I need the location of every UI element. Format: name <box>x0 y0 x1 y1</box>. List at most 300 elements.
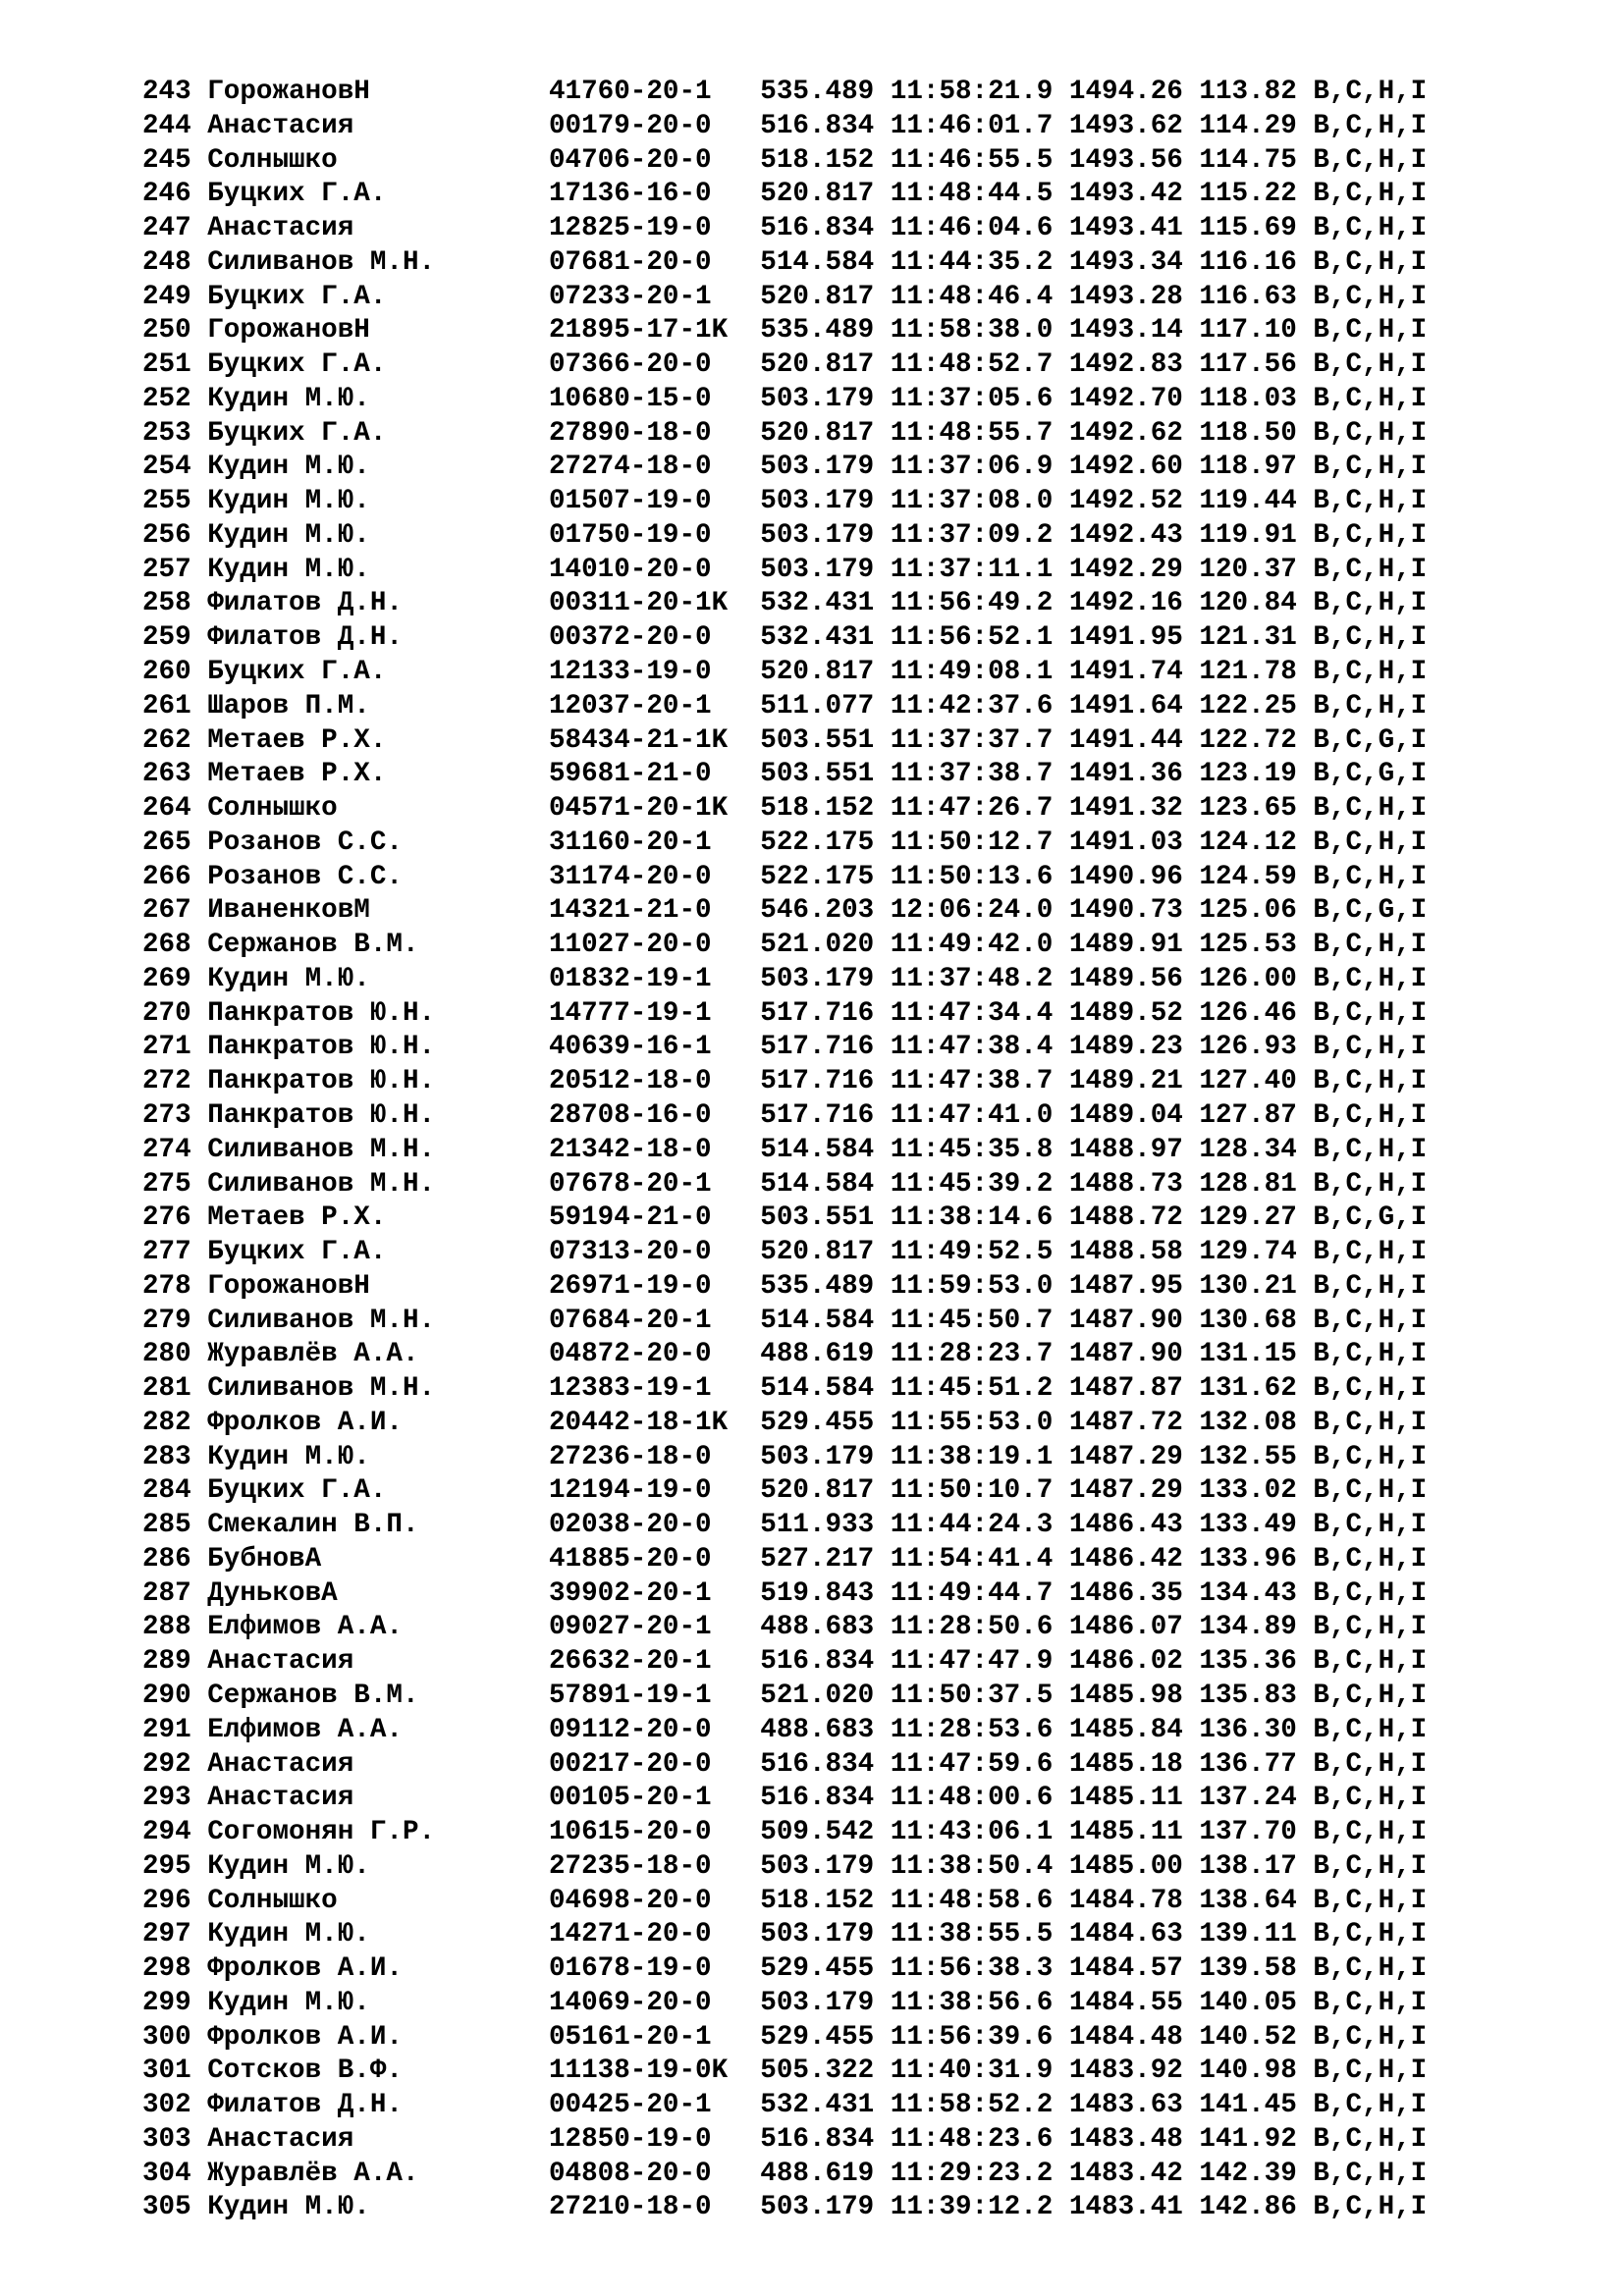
table-row <box>142 1885 1427 1919</box>
ring-number: 14777-19-1 <box>549 997 761 1029</box>
speed: 1483.41 <box>1068 2192 1200 2223</box>
arrival-time: 11:38:50.4 <box>890 1850 1069 1882</box>
classes: B,C,H,I <box>1313 554 1428 585</box>
ring-number: 12850-19-0 <box>549 2123 761 2155</box>
fancier-name: ИваненковМ <box>207 895 549 927</box>
points: 124.12 <box>1199 827 1314 858</box>
points: 125.06 <box>1199 895 1314 927</box>
points: 141.45 <box>1199 2090 1314 2121</box>
fancier-name: Филатов Д.Н. <box>207 588 549 619</box>
points: 115.22 <box>1199 179 1314 210</box>
fancier-name: Анастасия <box>207 2123 549 2155</box>
classes: B,C,H,I <box>1313 1270 1428 1302</box>
place-number: 251 <box>142 349 208 381</box>
place-number: 289 <box>142 1646 208 1678</box>
arrival-time: 11:50:10.7 <box>890 1475 1069 1507</box>
points: 136.30 <box>1199 1714 1314 1745</box>
ring-number: 05161-20-1 <box>549 2021 761 2053</box>
points: 121.31 <box>1199 622 1314 654</box>
points: 138.17 <box>1199 1850 1314 1882</box>
points: 119.91 <box>1199 519 1314 551</box>
fancier-name: БубновА <box>207 1543 549 1575</box>
distance: 514.584 <box>760 246 891 278</box>
speed: 1492.52 <box>1068 486 1200 517</box>
classes: B,C,H,I <box>1313 2192 1428 2223</box>
points: 129.74 <box>1199 1237 1314 1268</box>
classes: B,C,H,I <box>1313 997 1428 1029</box>
place-number: 274 <box>142 1134 208 1165</box>
arrival-time: 11:37:48.2 <box>890 963 1069 994</box>
place-number: 302 <box>142 2090 208 2121</box>
arrival-time: 11:37:37.7 <box>890 724 1069 756</box>
points: 126.46 <box>1199 997 1314 1029</box>
place-number: 277 <box>142 1237 208 1268</box>
speed: 1489.56 <box>1068 963 1200 994</box>
distance: 503.179 <box>760 1441 891 1472</box>
arrival-time: 11:58:38.0 <box>890 315 1069 347</box>
place-number: 291 <box>142 1714 208 1745</box>
fancier-name: ГорожановН <box>207 77 549 107</box>
distance: 516.834 <box>760 1783 891 1814</box>
fancier-name: Розанов С.С. <box>207 861 549 892</box>
table-row <box>142 2191 1427 2225</box>
distance: 516.834 <box>760 1748 891 1780</box>
classes: B,C,H,I <box>1313 144 1428 176</box>
classes: B,C,H,I <box>1313 281 1428 312</box>
arrival-time: 11:49:44.7 <box>890 1577 1069 1609</box>
classes: B,C,H,I <box>1313 1817 1428 1848</box>
table-row <box>142 997 1427 1032</box>
speed: 1493.56 <box>1068 144 1200 176</box>
ring-number: 09112-20-0 <box>549 1714 761 1745</box>
speed: 1483.63 <box>1068 2090 1200 2121</box>
table-row <box>142 554 1427 588</box>
arrival-time: 11:48:23.6 <box>890 2123 1069 2155</box>
ring-number: 27235-18-0 <box>549 1850 761 1882</box>
ring-number: 12133-19-0 <box>549 657 761 688</box>
arrival-time: 11:37:08.0 <box>890 486 1069 517</box>
points: 131.15 <box>1199 1339 1314 1370</box>
ring-number: 04872-20-0 <box>549 1339 761 1370</box>
distance: 520.817 <box>760 417 891 449</box>
distance: 532.431 <box>760 588 891 619</box>
table-row <box>142 1372 1427 1407</box>
fancier-name: Кудин М.Ю. <box>207 1987 549 2018</box>
arrival-time: 11:38:55.5 <box>890 1919 1069 1950</box>
speed: 1485.11 <box>1068 1783 1200 1814</box>
table-row <box>142 314 1427 348</box>
speed: 1489.21 <box>1068 1066 1200 1097</box>
classes: B,C,H,I <box>1313 1646 1428 1678</box>
fancier-name: Филатов Д.Н. <box>207 2090 549 2121</box>
distance: 520.817 <box>760 281 891 312</box>
points: 126.00 <box>1199 963 1314 994</box>
table-row <box>142 1031 1427 1065</box>
distance: 520.817 <box>760 657 891 688</box>
classes: B,C,H,I <box>1313 213 1428 244</box>
table-row <box>142 1201 1427 1236</box>
speed: 1487.72 <box>1068 1407 1200 1438</box>
speed: 1487.29 <box>1068 1441 1200 1472</box>
distance: 520.817 <box>760 179 891 210</box>
distance: 518.152 <box>760 144 891 176</box>
ring-number: 21895-17-1K <box>549 315 761 347</box>
ring-number: 00311-20-1K <box>549 588 761 619</box>
distance: 503.179 <box>760 1850 891 1882</box>
place-number: 250 <box>142 315 208 347</box>
place-number: 248 <box>142 246 208 278</box>
classes: B,C,H,I <box>1313 1066 1428 1097</box>
speed: 1491.36 <box>1068 759 1200 790</box>
points: 134.89 <box>1199 1612 1314 1643</box>
fancier-name: Силиванов М.Н. <box>207 1305 549 1336</box>
points: 142.39 <box>1199 2158 1314 2189</box>
distance: 535.489 <box>760 1270 891 1302</box>
speed: 1484.55 <box>1068 1987 1200 2018</box>
classes: B,C,H,I <box>1313 1510 1428 1541</box>
table-row <box>142 1611 1427 1645</box>
classes: B,C,H,I <box>1313 1305 1428 1336</box>
place-number: 263 <box>142 759 208 790</box>
fancier-name: Анастасия <box>207 213 549 244</box>
fancier-name: Метаев Р.Х. <box>207 724 549 756</box>
speed: 1489.23 <box>1068 1032 1200 1063</box>
distance: 516.834 <box>760 110 891 141</box>
fancier-name: Анастасия <box>207 1748 549 1780</box>
place-number: 264 <box>142 793 208 825</box>
classes: B,C,H,I <box>1313 1543 1428 1575</box>
place-number: 287 <box>142 1577 208 1609</box>
arrival-time: 11:38:19.1 <box>890 1441 1069 1472</box>
place-number: 305 <box>142 2192 208 2223</box>
arrival-time: 12:06:24.0 <box>890 895 1069 927</box>
table-row <box>142 1270 1427 1305</box>
points: 120.37 <box>1199 554 1314 585</box>
classes: B,C,H,I <box>1313 690 1428 721</box>
points: 139.58 <box>1199 1953 1314 1985</box>
table-row <box>142 1748 1427 1783</box>
points: 133.02 <box>1199 1475 1314 1507</box>
arrival-time: 11:49:42.0 <box>890 930 1069 961</box>
points: 124.59 <box>1199 861 1314 892</box>
ring-number: 09027-20-1 <box>549 1612 761 1643</box>
classes: B,C,H,I <box>1313 1953 1428 1985</box>
place-number: 260 <box>142 657 208 688</box>
distance: 514.584 <box>760 1134 891 1165</box>
fancier-name: Солнышко <box>207 793 549 825</box>
classes: B,C,H,I <box>1313 1134 1428 1165</box>
points: 139.11 <box>1199 1919 1314 1950</box>
classes: B,C,H,I <box>1313 1339 1428 1370</box>
speed: 1491.64 <box>1068 690 1200 721</box>
classes: B,C,H,I <box>1313 1850 1428 1882</box>
arrival-time: 11:39:12.2 <box>890 2192 1069 2223</box>
speed: 1493.28 <box>1068 281 1200 312</box>
speed: 1492.16 <box>1068 588 1200 619</box>
ring-number: 41760-20-1 <box>549 77 761 107</box>
classes: B,C,H,I <box>1313 417 1428 449</box>
distance: 503.179 <box>760 2192 891 2223</box>
speed: 1486.43 <box>1068 1510 1200 1541</box>
classes: B,C,H,I <box>1313 1237 1428 1268</box>
distance: 546.203 <box>760 895 891 927</box>
arrival-time: 11:38:56.6 <box>890 1987 1069 2018</box>
points: 121.78 <box>1199 657 1314 688</box>
table-row <box>142 929 1427 963</box>
ring-number: 07233-20-1 <box>549 281 761 312</box>
fancier-name: Кудин М.Ю. <box>207 1850 549 1882</box>
ring-number: 14271-20-0 <box>549 1919 761 1950</box>
distance: 535.489 <box>760 315 891 347</box>
points: 140.05 <box>1199 1987 1314 2018</box>
points: 134.43 <box>1199 1577 1314 1609</box>
speed: 1484.57 <box>1068 1953 1200 1985</box>
speed: 1491.74 <box>1068 657 1200 688</box>
fancier-name: Журавлёв А.А. <box>207 2158 549 2189</box>
arrival-time: 11:46:01.7 <box>890 110 1069 141</box>
fancier-name: Панкратов Ю.Н. <box>207 1066 549 1097</box>
ring-number: 00217-20-0 <box>549 1748 761 1780</box>
ring-number: 27274-18-0 <box>549 452 761 483</box>
place-number: 249 <box>142 281 208 312</box>
classes: B,C,H,I <box>1313 1612 1428 1643</box>
arrival-time: 11:48:46.4 <box>890 281 1069 312</box>
classes: B,C,G,I <box>1313 895 1428 927</box>
speed: 1493.34 <box>1068 246 1200 278</box>
place-number: 294 <box>142 1817 208 1848</box>
speed: 1487.90 <box>1068 1305 1200 1336</box>
table-row <box>142 963 1427 997</box>
table-row <box>142 894 1427 929</box>
arrival-time: 11:42:37.6 <box>890 690 1069 721</box>
place-number: 299 <box>142 1987 208 2018</box>
arrival-time: 11:45:35.8 <box>890 1134 1069 1165</box>
speed: 1486.42 <box>1068 1543 1200 1575</box>
ring-number: 59194-21-0 <box>549 1202 761 1234</box>
table-row <box>142 485 1427 519</box>
arrival-time: 11:48:52.7 <box>890 349 1069 381</box>
points: 135.36 <box>1199 1646 1314 1678</box>
arrival-time: 11:54:41.4 <box>890 1543 1069 1575</box>
classes: B,C,H,I <box>1313 486 1428 517</box>
fancier-name: Анастасия <box>207 110 549 141</box>
points: 122.72 <box>1199 724 1314 756</box>
ring-number: 01678-19-0 <box>549 1953 761 1985</box>
distance: 511.933 <box>760 1510 891 1541</box>
points: 137.24 <box>1199 1783 1314 1814</box>
fancier-name: Кудин М.Ю. <box>207 1441 549 1472</box>
distance: 503.551 <box>760 1202 891 1234</box>
classes: B,C,H,I <box>1313 1919 1428 1950</box>
ring-number: 27890-18-0 <box>549 417 761 449</box>
place-number: 270 <box>142 997 208 1029</box>
arrival-time: 11:28:50.6 <box>890 1612 1069 1643</box>
points: 123.19 <box>1199 759 1314 790</box>
speed: 1486.35 <box>1068 1577 1200 1609</box>
ring-number: 27210-18-0 <box>549 2192 761 2223</box>
table-row <box>142 1987 1427 2021</box>
ring-number: 00425-20-1 <box>549 2090 761 2121</box>
distance: 488.683 <box>760 1612 891 1643</box>
distance: 529.455 <box>760 1953 891 1985</box>
arrival-time: 11:28:23.7 <box>890 1339 1069 1370</box>
speed: 1483.48 <box>1068 2123 1200 2155</box>
place-number: 281 <box>142 1373 208 1405</box>
ring-number: 12037-20-1 <box>549 690 761 721</box>
fancier-name: Кудин М.Ю. <box>207 519 549 551</box>
arrival-time: 11:56:49.2 <box>890 588 1069 619</box>
table-row <box>142 1850 1427 1885</box>
classes: B,C,H,I <box>1313 1475 1428 1507</box>
points: 130.68 <box>1199 1305 1314 1336</box>
points: 114.29 <box>1199 110 1314 141</box>
table-row <box>142 1407 1427 1441</box>
distance: 503.551 <box>760 759 891 790</box>
points: 133.96 <box>1199 1543 1314 1575</box>
speed: 1484.63 <box>1068 1919 1200 1950</box>
distance: 503.179 <box>760 519 891 551</box>
distance: 520.817 <box>760 349 891 381</box>
arrival-time: 11:48:55.7 <box>890 417 1069 449</box>
speed: 1488.73 <box>1068 1168 1200 1200</box>
points: 137.70 <box>1199 1817 1314 1848</box>
fancier-name: Силиванов М.Н. <box>207 1373 549 1405</box>
distance: 532.431 <box>760 622 891 654</box>
speed: 1488.97 <box>1068 1134 1200 1165</box>
distance: 521.020 <box>760 930 891 961</box>
place-number: 257 <box>142 554 208 585</box>
arrival-time: 11:58:21.9 <box>890 77 1069 107</box>
ring-number: 00179-20-0 <box>549 110 761 141</box>
ring-number: 40639-16-1 <box>549 1032 761 1063</box>
table-row <box>142 1338 1427 1372</box>
distance: 516.834 <box>760 2123 891 2155</box>
distance: 488.619 <box>760 2158 891 2189</box>
points: 125.53 <box>1199 930 1314 961</box>
ring-number: 14321-21-0 <box>549 895 761 927</box>
distance: 521.020 <box>760 1680 891 1711</box>
speed: 1489.52 <box>1068 997 1200 1029</box>
classes: B,C,G,I <box>1313 759 1428 790</box>
fancier-name: Согомонян Г.Р. <box>207 1817 549 1848</box>
place-number: 293 <box>142 1783 208 1814</box>
ring-number: 10680-15-0 <box>549 383 761 414</box>
distance: 527.217 <box>760 1543 891 1575</box>
fancier-name: Розанов С.С. <box>207 827 549 858</box>
arrival-time: 11:44:24.3 <box>890 1510 1069 1541</box>
fancier-name: Буцких Г.А. <box>207 657 549 688</box>
points: 114.75 <box>1199 144 1314 176</box>
classes: B,C,H,I <box>1313 452 1428 483</box>
distance: 503.179 <box>760 383 891 414</box>
table-row <box>142 861 1427 895</box>
arrival-time: 11:59:53.0 <box>890 1270 1069 1302</box>
distance: 516.834 <box>760 213 891 244</box>
table-row <box>142 1680 1427 1714</box>
fancier-name: Панкратов Ю.Н. <box>207 1032 549 1063</box>
place-number: 269 <box>142 963 208 994</box>
speed: 1494.26 <box>1068 77 1200 107</box>
table-row <box>142 1065 1427 1099</box>
points: 141.92 <box>1199 2123 1314 2155</box>
table-row <box>142 1134 1427 1168</box>
place-number: 296 <box>142 1885 208 1916</box>
arrival-time: 11:38:14.6 <box>890 1202 1069 1234</box>
distance: 503.551 <box>760 724 891 756</box>
distance: 503.179 <box>760 1987 891 2018</box>
speed: 1485.11 <box>1068 1817 1200 1848</box>
table-row <box>142 2123 1427 2158</box>
table-row <box>142 1918 1427 1952</box>
place-number: 245 <box>142 144 208 176</box>
arrival-time: 11:37:05.6 <box>890 383 1069 414</box>
fancier-name: Солнышко <box>207 144 549 176</box>
place-number: 304 <box>142 2158 208 2189</box>
fancier-name: ГорожановН <box>207 1270 549 1302</box>
fancier-name: Буцких Г.А. <box>207 1475 549 1507</box>
classes: B,C,H,I <box>1313 1168 1428 1200</box>
arrival-time: 11:48:44.5 <box>890 179 1069 210</box>
arrival-time: 11:50:12.7 <box>890 827 1069 858</box>
ring-number: 04571-20-1K <box>549 793 761 825</box>
classes: B,C,H,I <box>1313 963 1428 994</box>
table-row <box>142 76 1427 110</box>
speed: 1486.02 <box>1068 1646 1200 1678</box>
speed: 1487.87 <box>1068 1373 1200 1405</box>
points: 116.16 <box>1199 246 1314 278</box>
classes: B,C,H,I <box>1313 519 1428 551</box>
fancier-name: Метаев Р.Х. <box>207 759 549 790</box>
place-number: 244 <box>142 110 208 141</box>
place-number: 275 <box>142 1168 208 1200</box>
place-number: 243 <box>142 77 208 107</box>
fancier-name: Кудин М.Ю. <box>207 452 549 483</box>
points: 133.49 <box>1199 1510 1314 1541</box>
table-row <box>142 1577 1427 1612</box>
arrival-time: 11:49:52.5 <box>890 1237 1069 1268</box>
fancier-name: Филатов Д.Н. <box>207 622 549 654</box>
table-row <box>142 2089 1427 2123</box>
arrival-time: 11:56:38.3 <box>890 1953 1069 1985</box>
fancier-name: Смекалин В.П. <box>207 1510 549 1541</box>
arrival-time: 11:46:04.6 <box>890 213 1069 244</box>
distance: 514.584 <box>760 1373 891 1405</box>
ring-number: 11138-19-0K <box>549 2056 761 2087</box>
arrival-time: 11:37:06.9 <box>890 452 1069 483</box>
arrival-time: 11:37:38.7 <box>890 759 1069 790</box>
table-row <box>142 1714 1427 1748</box>
speed: 1491.03 <box>1068 827 1200 858</box>
table-row <box>142 2055 1427 2089</box>
arrival-time: 11:49:08.1 <box>890 657 1069 688</box>
table-row <box>142 1168 1427 1202</box>
speed: 1485.98 <box>1068 1680 1200 1711</box>
classes: B,C,H,I <box>1313 1987 1428 2018</box>
speed: 1484.78 <box>1068 1885 1200 1916</box>
distance: 517.716 <box>760 1032 891 1063</box>
ring-number: 07681-20-0 <box>549 246 761 278</box>
ring-number: 21342-18-0 <box>549 1134 761 1165</box>
classes: B,C,H,I <box>1313 2158 1428 2189</box>
fancier-name: Метаев Р.Х. <box>207 1202 549 1234</box>
ring-number: 11027-20-0 <box>549 930 761 961</box>
speed: 1492.60 <box>1068 452 1200 483</box>
place-number: 271 <box>142 1032 208 1063</box>
ring-number: 00372-20-0 <box>549 622 761 654</box>
distance: 511.077 <box>760 690 891 721</box>
points: 117.10 <box>1199 315 1314 347</box>
speed: 1489.91 <box>1068 930 1200 961</box>
